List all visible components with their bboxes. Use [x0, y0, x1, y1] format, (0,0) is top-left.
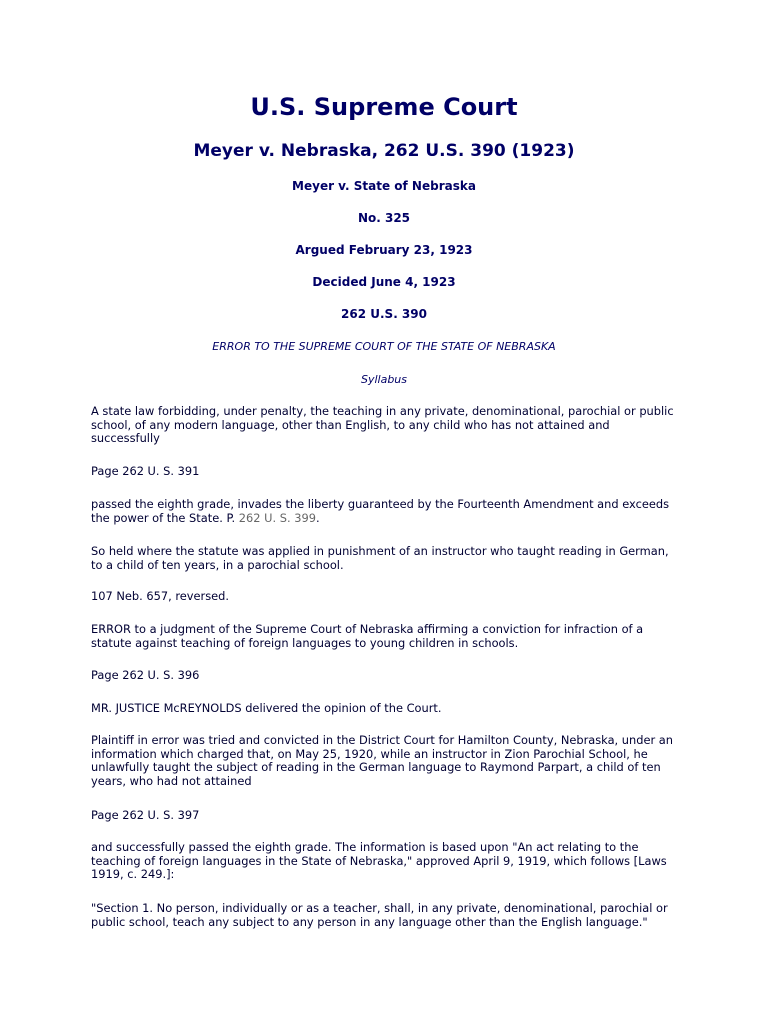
opinion-author-line: MR. JUSTICE McREYNOLDS delivered the opinion of the Court.: [91, 701, 442, 715]
opinion-paragraph-1: Plaintiff in error was tried and convicted in the District Court for Hamilton County, Nebraska, under an information which charged that, on May 25, 1920, while an instructor in Zion Parochial School, he unlawfully taught the subject of reading in the German language to Raymond Parpart, a child of ten years, who had not attained: [91, 733, 673, 788]
syllabus-paragraph-1: A state law forbidding, under penalty, the teaching in any private, denominational, parochial or public school, of any modern language, other than English, to any child who has not attained and successfully: [91, 404, 674, 446]
docket-number: No. 325: [357, 211, 411, 225]
case-title: Meyer v. Nebraska, 262 U.S. 390 (1923): [193, 141, 575, 161]
syllabus-paragraph-2-end: .: [315, 510, 320, 525]
syllabus-paragraph-2: [91, 498, 679, 525]
statute-section-1: "Section 1. No person, individually or as a teacher, shall, in any private, denominational, parochial or public school, teach any subject to any person in any language other than the English language.": [91, 901, 668, 929]
lower-court-citation: 107 Neb. 657, reversed.: [91, 589, 230, 603]
error-to-heading: ERROR TO THE SUPREME COURT OF THE STATE OF NEBRASKA: [212, 340, 556, 353]
syllabus-heading: Syllabus: [360, 373, 408, 386]
error-paragraph: ERROR to a judgment of the Supreme Court of Nebraska affirming a conviction for infraction of a statute against teaching of foreign languages to young children in schools.: [91, 622, 644, 650]
page-reference-link[interactable]: 262 U. S. 399: [238, 510, 316, 525]
argued-date: Argued February 23, 1923: [295, 243, 473, 257]
page-marker-397: Page 262 U. S. 397: [91, 808, 200, 822]
case-full-name: Meyer v. State of Nebraska: [292, 179, 476, 193]
page-marker-396: Page 262 U. S. 396: [91, 668, 200, 682]
decided-date: Decided June 4, 1923: [312, 275, 456, 289]
citation: 262 U.S. 390: [341, 307, 427, 321]
syllabus-paragraph-3: So held where the statute was applied in punishment of an instructor who taught reading in German, to a child of ten years, in a parochial school.: [91, 544, 669, 572]
court-title: U.S. Supreme Court: [250, 93, 518, 121]
syllabus-paragraph-2-text: passed the eighth grade, invades the liberty guaranteed by the Fourteenth Amendment and exceeds the power of the State. P.: [91, 497, 670, 525]
page-marker-391: Page 262 U. S. 391: [91, 464, 200, 478]
opinion-paragraph-2: and successfully passed the eighth grade. The information is based upon "An act relating to the teaching of foreign languages in the State of Nebraska," approved April 9, 1919, which follows [Laws 1919, c. 249.]:: [91, 840, 667, 882]
